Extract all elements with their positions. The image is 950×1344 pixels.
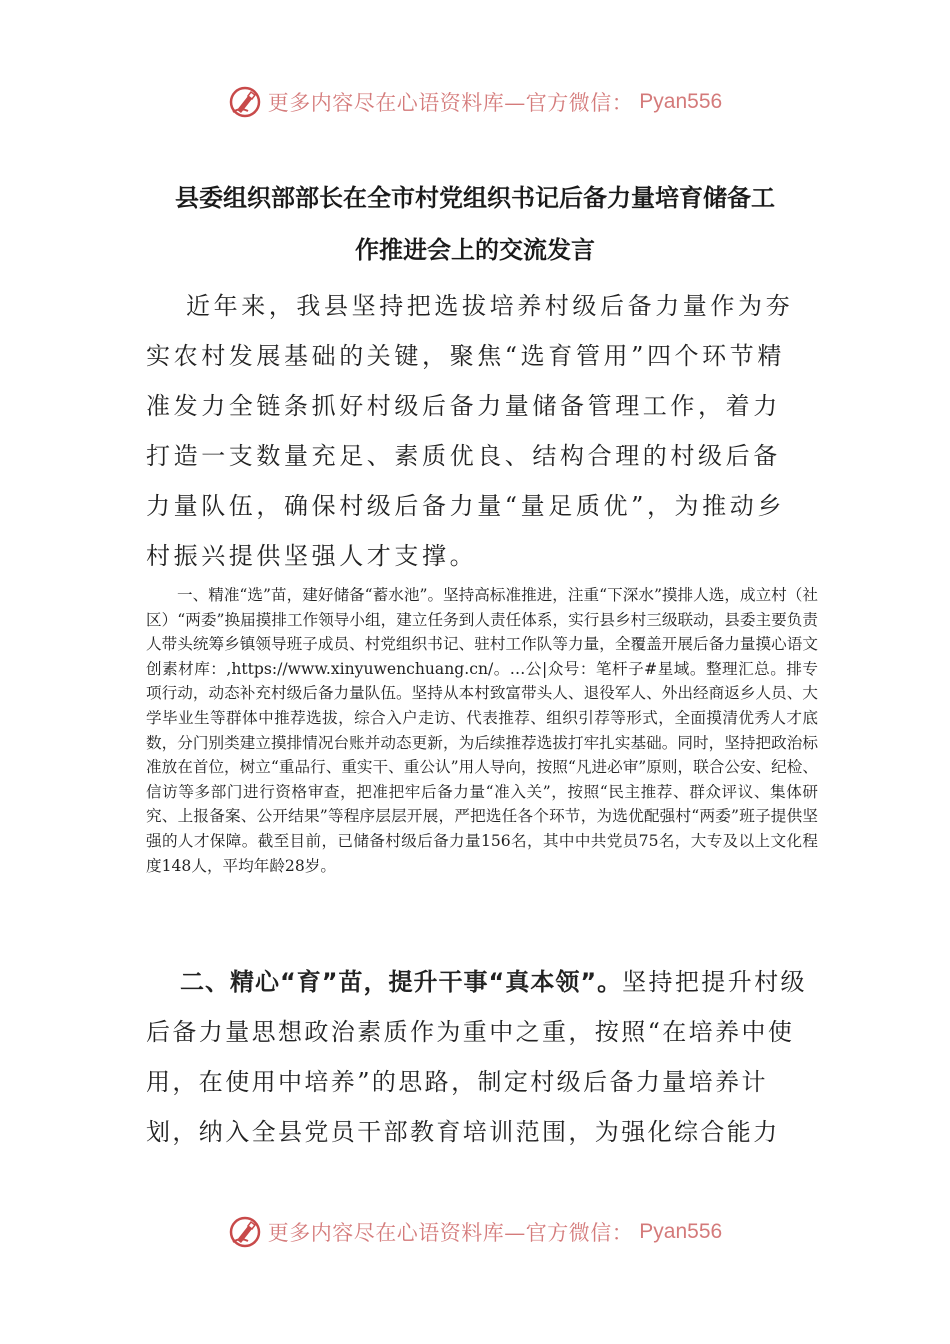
banner-text: 更多内容尽在心语资料库—官方微信： [267, 91, 634, 115]
title-line-1: 县委组织部部长在全市村党组织书记后备力量培育储备工 [175, 184, 775, 212]
section-2-heading: 二、精心“育”苗，提升干事“真本领”。 [180, 968, 623, 996]
banner-wechat-id: Pyan556 [639, 90, 723, 113]
section-2-body: 坚持把提升村级后备力量思想政治素质作为重中之重，按照“在培养中使用，在使用中培养”的思路，制定村级后备力量培养计划，纳入全县党员干部教育培训范围，为强化综合能力 [146, 968, 807, 1146]
document-title [140, 172, 810, 276]
section-2-paragraph [146, 957, 808, 1157]
section-1-paragraph: 一、精准“选”苗，建好储备“蓄水池”。坚持高标准推进，注重“下深水”摸排人选，成立村（社区）“两委”换届摸排工作领导小组，建立任务到人责任体系，实行县乡村三级联动，县委主要负责人带头统筹乡镇领导班子成员、村党组织书记、驻村工作队等力量，全覆盖开展后备力量摸心语文创素材库：,https://www.xinyuwenchuang.cn/。…公|众号：笔杆子#星域。整理汇总。排专项行动，动态补充村级后备力量队伍。坚持从本村致富带头人、退役军人、外出经商返乡人员、大学毕业生等群体中推荐选拔，综合入户走访、代表推荐、组织引荐等形式，全面摸清优秀人才底数，分门别类建立摸排情况台账并动态更新，为后续推荐选拔打牢扎实基础。同时，坚持把政治标准放在首位，树立“重品行、重实干、重公认”用人导向，按照“凡进必审”原则，联合公安、纪检、信访等多部门进行资格审查，把准把牢后备力量“准入关”，按照“民主推荐、群众评议、集体研究、上报备案、公开结果”等程序层层开展，严把选任各个环节，为选优配强村“两委”班子提供坚强的人才保障。截至目前，已储备村级后备力量156名，其中中共党员75名，大专及以上文化程度148人，平均年龄28岁。 [146, 586, 818, 875]
footer-watermark-banner [0, 1212, 950, 1252]
banner-text: 更多内容尽在心语资料库—官方微信： [267, 1221, 634, 1245]
banner-wechat-id: Pyan556 [639, 1220, 723, 1243]
pen-nib-logo-icon [228, 1215, 262, 1249]
title-line-2: 作推进会上的交流发言 [355, 236, 595, 264]
intro-paragraph: 近年来，我县坚持把选拔培养村级后备力量作为夯实农村发展基础的关键，聚焦“选育管用”四个环节精准发力全链条抓好村级后备力量储备管理工作，着力打造一支数量充足、素质优良、结构合理的村级后备力量队伍，确保村级后备力量“量足质优”，为推动乡村振兴提供坚强人才支撑。 [146, 292, 794, 570]
pen-nib-logo-icon [228, 85, 262, 119]
header-watermark-banner [0, 82, 950, 122]
